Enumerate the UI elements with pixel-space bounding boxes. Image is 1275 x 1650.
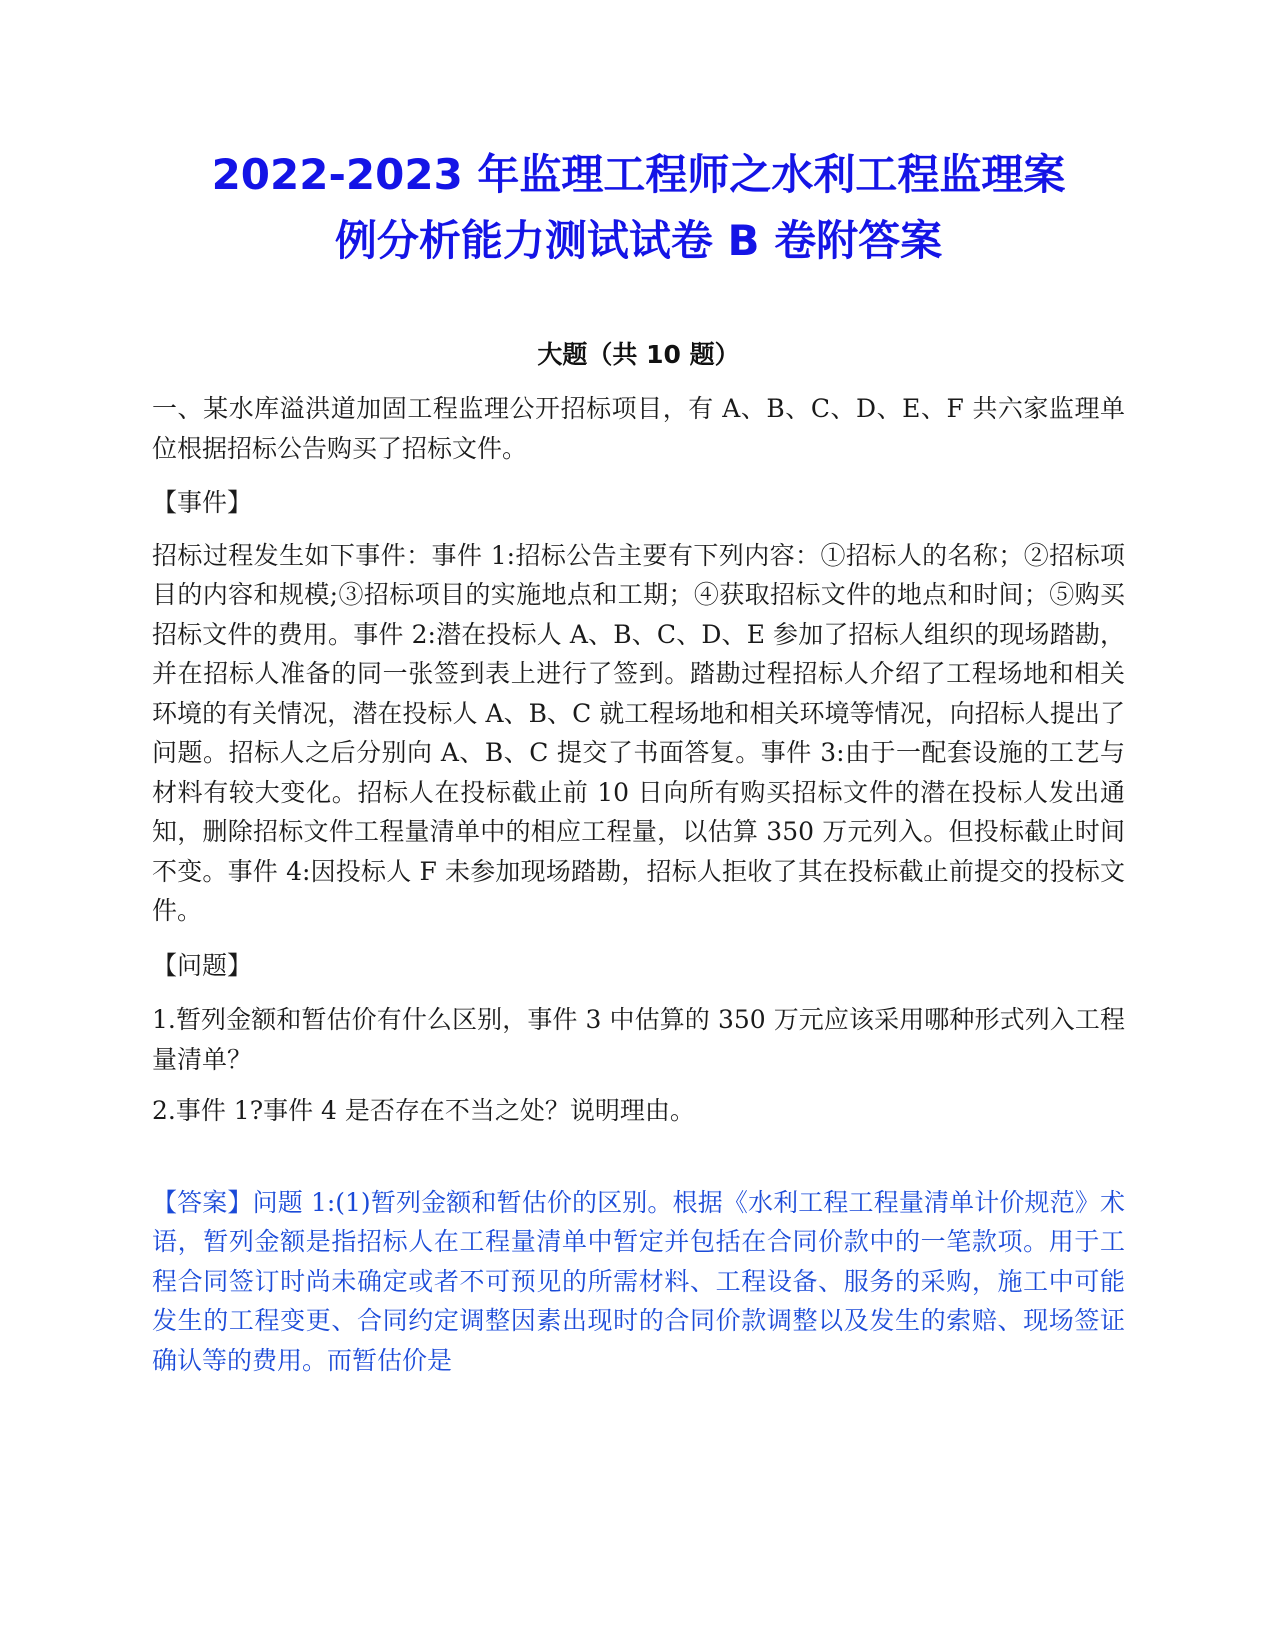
section-heading: 大题（共 10 题）	[537, 340, 740, 369]
document-title	[152, 142, 1125, 274]
question-2: 2.事件 1?事件 4 是否存在不当之处？说明理由。	[152, 1096, 695, 1125]
questions-tag: 【问题】	[152, 950, 253, 980]
title-line-2: 例分析能力测试试卷 B 卷附答案	[334, 216, 943, 265]
question-intro: 一、某水库溢洪道加固工程监理公开招标项目，有 A、B、C、D、E、F 共六家监理单位根据招标公告购买了招标文件。	[152, 394, 1125, 463]
question-1: 1.暂列金额和暂估价有什么区别，事件 3 中估算的 350 万元应该采用哪种形式列入工程量清单？	[152, 1005, 1125, 1074]
title-line-1: 2022-2023 年监理工程师之水利工程监理案	[211, 150, 1066, 199]
events-tag: 【事件】	[152, 488, 253, 517]
answer-text: 【答案】问题 1:(1)暂列金额和暂估价的区别。根据《水利工程工程量清单计价规范》术语，暂列金额是指招标人在工程量清单中暂定并包括在合同价款中的一笔款项。用于工程合同签订时尚未确定或者不可预见的所需材料、工程设备、服务的采购，施工中可能发生的工程变更、合同约定调整因素出现时的合同价款调整以及发生的索赔、现场签证确认等的费用。而暂估价是	[152, 1187, 1125, 1375]
events-body: 招标过程发生如下事件：事件 1:招标公告主要有下列内容：①招标人的名称；②招标项目的内容和规模;③招标项目的实施地点和工期；④获取招标文件的地点和时间；⑤购买招标文件的费用。事件 2:潜在投标人 A、B、C、D、E 参加了招标人组织的现场踏勘，并在招标人准备的同一张签到表上进行了签到。踏勘过程招标人介绍了工程场地和相关环境的有关情况，潜在投标人 A、B、C 就工程场地和相关环境等情况，向招标人提出了问题。招标人之后分别向 A、B、C 提交了书面答复。事件 3:由于一配套设施的工艺与材料有较大变化。招标人在投标截止前 10 日向所有购买招标文件的潜在投标人发出通知，删除招标文件工程量清单中的相应工程量，以估算 350 万元列入。但投标截止时间不变。事件 4:因投标人 F 未参加现场踏勘，招标人拒收了其在投标截止前提交的投标文件。	[152, 540, 1125, 925]
